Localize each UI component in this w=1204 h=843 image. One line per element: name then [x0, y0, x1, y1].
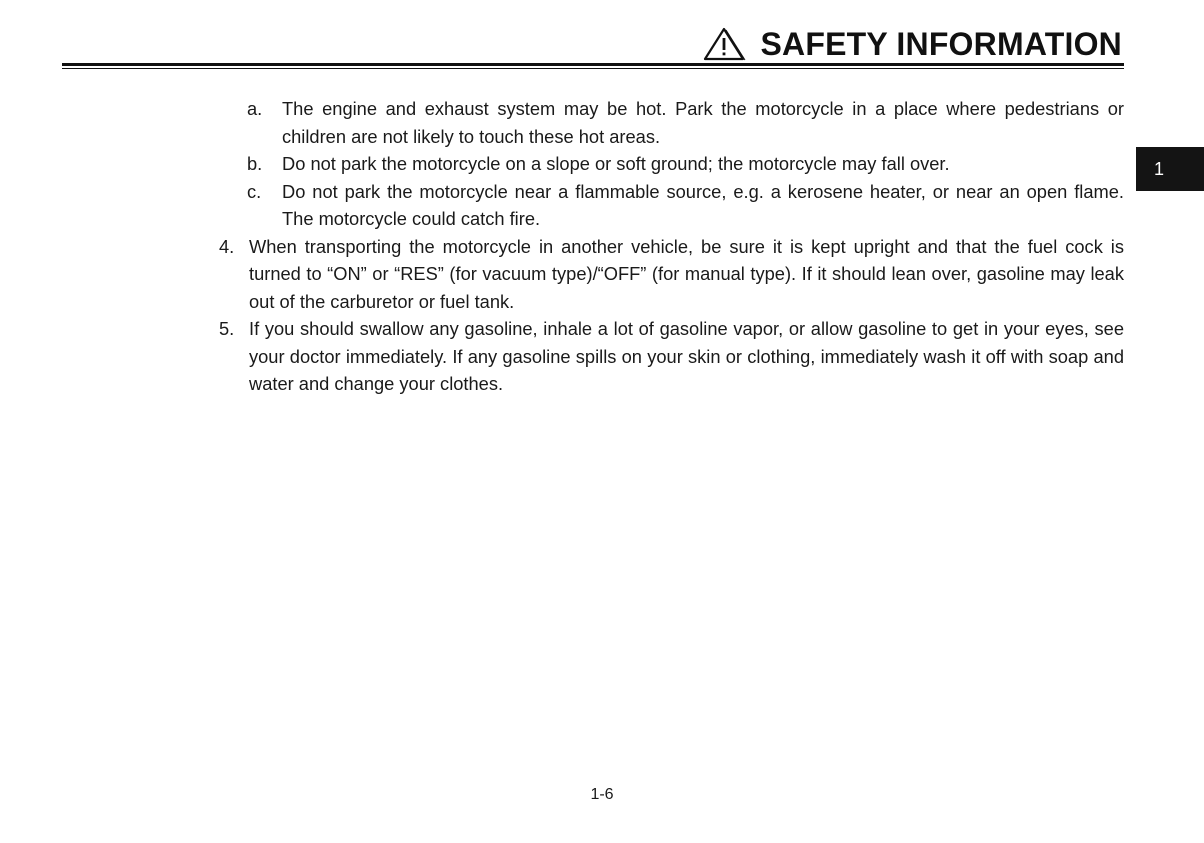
list-item-text: When transporting the motorcycle in another vehicle, be sure it is kept upright and that the fuel cock is turned to “ON” or “RES” (for vacuum type)/“OFF” (for manual type). If it should lean over, gasoline may leak out of the carburetor or fuel tank.: [249, 235, 1124, 312]
warning-triangle-icon: [702, 26, 746, 62]
header-rule-thin: [62, 68, 1124, 69]
list-item-text: Do not park the motorcycle near a flammable source, e.g. a kerosene heater, or near an open flame. The motorcycle could catch fire.: [282, 180, 1124, 229]
header-rule-thick: [62, 63, 1124, 66]
list-item: [247, 150, 1124, 178]
chapter-tab: 1: [1136, 147, 1204, 191]
list-item-text: If you should swallow any gasoline, inhale a lot of gasoline vapor, or allow gasoline to get in your eyes, see your doctor immediately. If any gasoline spills on your skin or clothing, immediately wash it off with soap and water and change your clothes.: [249, 318, 1124, 394]
list-item: [219, 233, 1124, 316]
list-item-marker: b.: [247, 153, 263, 174]
list-item-marker: 5.: [219, 318, 235, 339]
page-number: 1-6: [590, 786, 614, 803]
list-item: [247, 95, 1124, 150]
section-title: SAFETY INFORMATION: [760, 26, 1122, 62]
list-item-text: Do not park the motorcycle on a slope or soft ground; the motorcycle may fall over.: [282, 153, 950, 174]
list-item: [219, 315, 1124, 398]
section-title-group: [702, 24, 1122, 64]
list-item-marker: 4.: [219, 235, 235, 257]
page-header: [0, 0, 1204, 80]
list-item-marker: a.: [247, 98, 263, 119]
list-item-marker: c.: [247, 180, 262, 202]
list-item-text: The engine and exhaust system may be hot. Park the motorcycle in a place where pedestrians or children are not likely to touch these hot areas.: [282, 98, 1124, 147]
list-item: [247, 178, 1124, 233]
safety-list: [0, 95, 1204, 398]
